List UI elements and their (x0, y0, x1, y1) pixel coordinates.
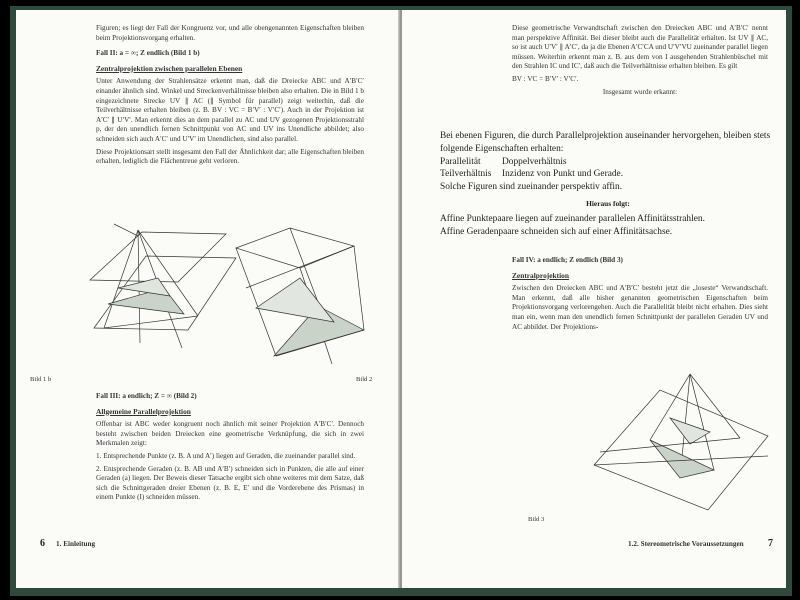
right-summary-block (440, 130, 776, 238)
footer-right: 1.2. Stereometrische Voraussetzungen (628, 540, 744, 548)
right-text-bottom (512, 256, 768, 335)
projection-center-line (114, 224, 138, 236)
central-parallel-heading: Zentralprojektion zwischen parallelen Ebenen (96, 63, 243, 73)
properties-intro: Bei ebenen Figuren, die durch Parallelprojektion auseinander hervorgehen, bleiben stets folgende Eigenschaften erhalten: (440, 131, 771, 154)
right-text-top (512, 24, 768, 100)
ratio-formula: BV : VC = B′V′ : V′C′. (512, 74, 579, 83)
footer-left: 1. Einleitung (56, 540, 96, 548)
property-parallelitaet: Parallelität (440, 156, 481, 167)
caption-bild-3: Bild 3 (528, 516, 545, 523)
case-3-heading: Fall III: a endlich; Z = ∞ (Bild 2) (96, 392, 197, 400)
affinity-paragraph: Diese geometrische Verwandtschaft zwischen den Dreiecken ABC und A′B′C′ nennt man perspektive Affinität. Bei dieser bleibt auch die Parallelität erhalten. Ist UV ∥ AC, so ist auch U′V′ ∥ A′C′, da ja die Ebenen A′C′CA und U′V′VU zueinander parallel liegen müssen. Weiterhin erkennt man z. B. aus dem von I ausgehenden Strahlenbüschel mit den Strahlen IC und IC′, daß auch die Teilverhältnisse erhalten bleiben. Es gilt (512, 24, 768, 71)
left-text-bottom (96, 392, 364, 506)
property-row-2 (440, 168, 776, 181)
central-parallel-paragraph: Unter Anwendung der Strahlensätze erkennt man, daß die Dreiecke ABC und A′B′C′ einander ähnlich sind. Winkel und Streckenverhältnisse bleiben also erhalten. Die in Bild 1 b eingezeichnete Strecke UV ∥ AC (∥ Symbol für parallel) zeigt weiterhin, daß die Teilverhältnisse erhalten bleiben (z. B. BV : VC = B′V′ : V′C′). Auch in der Projektion ist A′C′ ∥ U′V′. Man erkennt dies an dem parallel zu AC und UV gezogenen Projektionsstrahl p, der den unendlich fernen Schnittpunkt von AC und UV ins Unendliche abbildet; also schneiden sich auch A′C′ und U′V′ im Unendlichen, sind also parallel. (96, 77, 364, 143)
rule-1: Affine Punktepaare liegen auf zueinander parallelen Affinitätsstrahlen. (440, 213, 705, 224)
list-item-1: 1. Entsprechende Punkte (z. B. A und A′) liegen auf Geraden, die zueinander parallel sind. (96, 451, 356, 460)
central-projection-heading: Zentralprojektion (512, 270, 569, 280)
caption-bild-2: Bild 2 (356, 376, 373, 383)
insgesamt-label: Insgesamt wurde erkannt: (602, 87, 678, 96)
property-doppelverhaeltnis: Doppelverhältnis (502, 156, 567, 167)
figure-1b-and-2 (86, 218, 376, 376)
right-page (402, 10, 786, 588)
property-inzidenz: Inzidenz von Punkt und Gerade. (502, 169, 624, 180)
hieraus-label: Hieraus folgt: (586, 198, 630, 208)
affin-statement: Solche Figuren sind zueinander perspektiv affin. (440, 182, 623, 193)
property-teilverhaeltnis: Teilverhältnis (440, 169, 492, 180)
left-page (16, 10, 400, 588)
property-row-1 (440, 156, 776, 169)
left-text-top (96, 24, 364, 170)
list-item-2: 2. Entsprechende Geraden (z. B. AB und A′B′) schneiden sich in Punkten, die alle auf einer Geraden (a) liegen. Der Beweis dieser Tatsache ergibt sich ohne weiteres mit dem Satze, daß sich die Schnittgeraden dreier Ebenen (z. B. E, E′ und die Vorderebene des Prismas) in einem Punkte (I) schneiden müssen. (96, 464, 364, 502)
left-intro-paragraph: Figuren; es liegt der Fall der Kongruenz vor, und alle obengenannten Eigenschaften bleiben beim Projektionsvorgang erhalten. (96, 24, 364, 42)
parallel-projection-paragraph: Offenbar ist ABC weder kongruent noch ähnlich mit seiner Projektion A′B′C′. Dennoch besteht zwischen beiden Dreiecken eine geometrische Verknüpfung, die sich in zwei Merkmalen zeigt: (96, 420, 364, 448)
caption-bild-1b: Bild 1 b (30, 376, 52, 383)
similarity-paragraph: Diese Projektionsart stellt insgesamt den Fall der Ähnlichkeit dar; alle Eigenschaften bleiben erhalten, lediglich die Flächentreue geht verloren. (96, 147, 364, 166)
central-projection-paragraph: Zwischen den Dreiecken ABC und A′B′C′ besteht jetzt die „loseste“ Verwandtschaft. Man erkennt, daß alle bisher genannten geometrischen Eigenschaften beim Projektionsvorgang verlorengehen. Auch die Parallelität bleibt nicht erhalten. Dies sieht man ein, wenn man den unendlich fernen Schnittpunkt der parallelen Geraden UV und AC abbildet. Der Projektions- (512, 284, 768, 331)
rule-2: Affine Geradenpaare schneiden sich auf einer Affinitätsachse. (440, 226, 673, 237)
page-number-right: 7 (768, 538, 773, 549)
book-spread (10, 6, 792, 596)
prism-top (236, 228, 354, 268)
case-4-heading: Fall IV: a endlich; Z endlich (Bild 3) (512, 256, 623, 264)
case-2-heading: Fall II: a = ∞; Z endlich (Bild 1 b) (96, 49, 200, 58)
parallel-projection-heading: Allgemeine Parallelprojektion (96, 406, 191, 416)
page-number-left: 6 (40, 538, 45, 549)
figure-3 (590, 360, 780, 520)
